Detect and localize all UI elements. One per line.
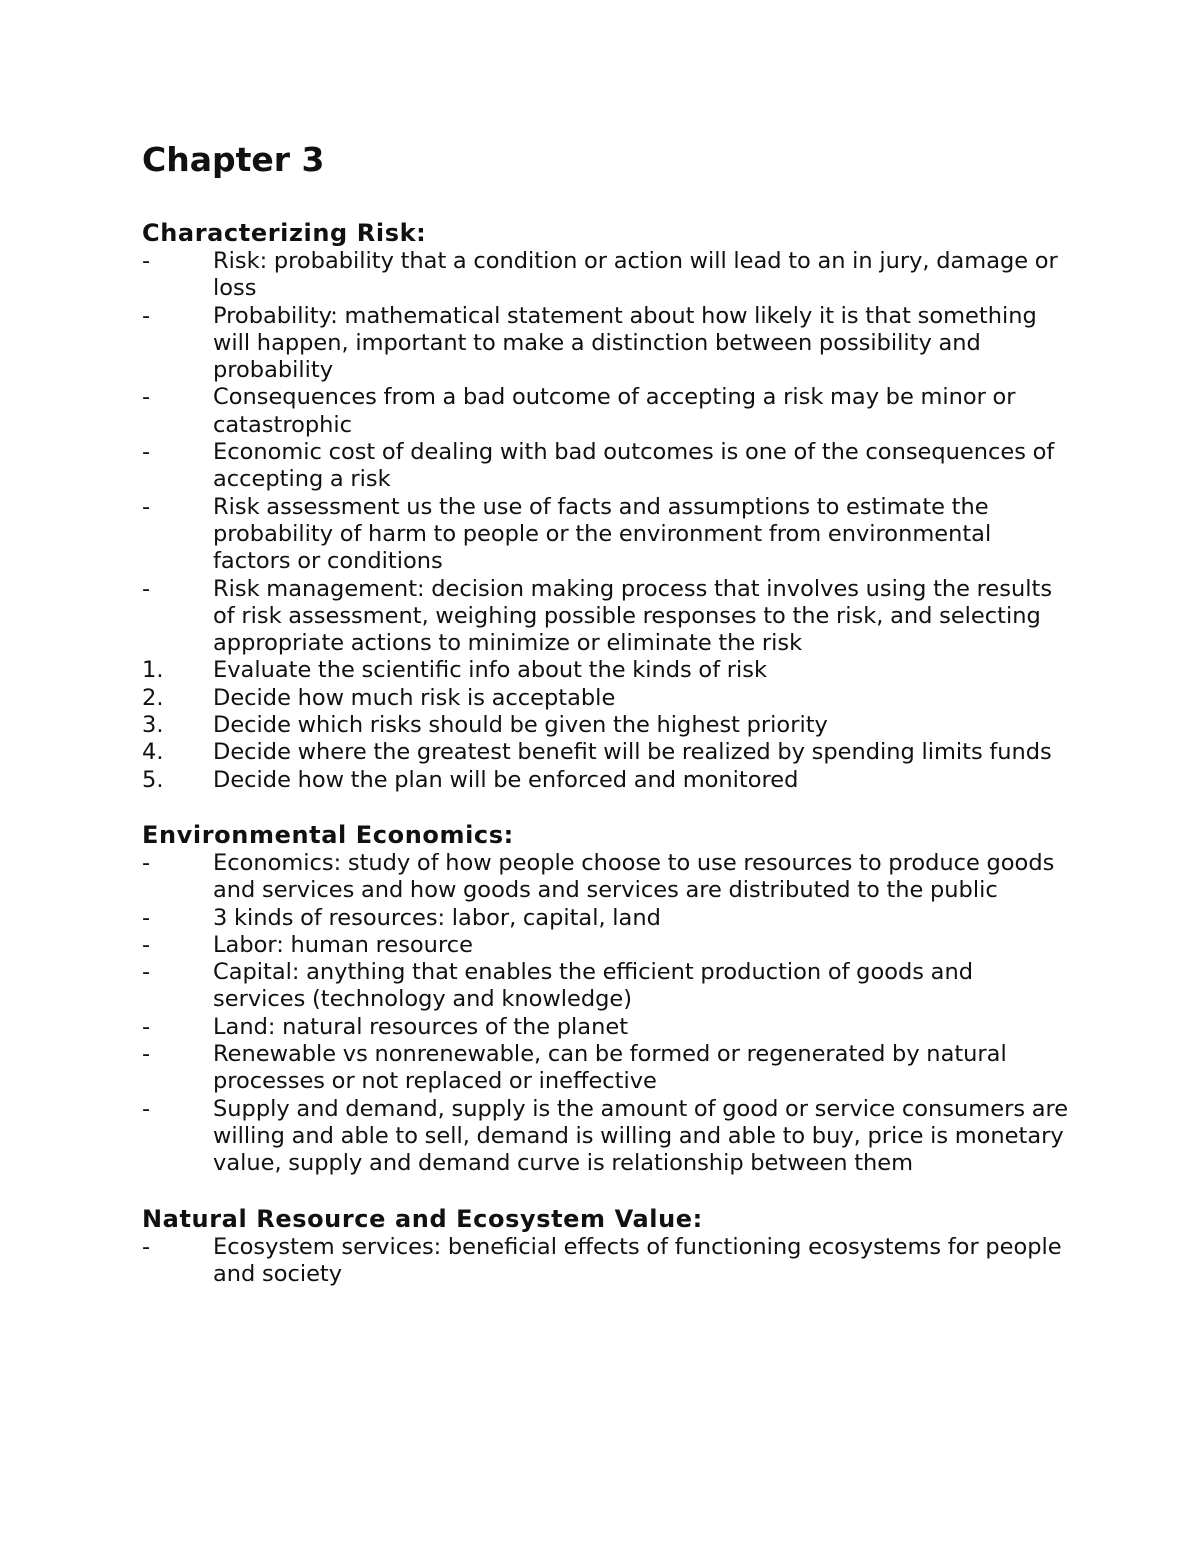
section-characterizing-risk	[142, 218, 1070, 794]
page-title: Chapter 3	[142, 140, 325, 179]
list-item-text: Land: natural resources of the planet	[213, 1013, 629, 1040]
list-marker: -	[142, 493, 151, 520]
list-item	[142, 905, 1070, 932]
list-item-text: Ecosystem services: beneficial effects of functioning ecosystems for people and society	[213, 1233, 1062, 1287]
list-item-text: Decide how the plan will be enforced and monitored	[213, 766, 799, 793]
list-item	[142, 739, 1070, 766]
section-heading: Natural Resource and Ecosystem Value:	[142, 1204, 703, 1233]
list-item-text: Evaluate the scientific info about the kinds of risk	[213, 657, 768, 684]
list-item-text: Decide how much risk is acceptable	[213, 684, 616, 711]
list-item-text: Probability: mathematical statement about how likely it is that something will happen, important to make a distinction between possibility and probability	[213, 302, 1037, 384]
list-marker: -	[142, 439, 151, 466]
list-item	[142, 1041, 1070, 1096]
list-marker: -	[142, 1041, 151, 1068]
list-item-text: Decide where the greatest benefit will be realized by spending limits funds	[213, 739, 1052, 766]
section-environmental-economics	[142, 820, 1070, 1178]
item-list	[142, 1234, 1070, 1289]
list-item-text: Renewable vs nonrenewable, can be formed or regenerated by natural processes or not replaced or ineffective	[213, 1041, 1007, 1095]
list-item	[142, 712, 1070, 739]
section-heading: Characterizing Risk:	[142, 219, 427, 247]
list-item-text: Economic cost of dealing with bad outcomes is one of the consequences of accepting a risk	[213, 439, 1055, 493]
list-item	[142, 932, 1070, 959]
list-marker: 5.	[142, 766, 164, 793]
list-item-text: Labor: human resource	[213, 931, 473, 958]
list-marker: -	[142, 1013, 151, 1040]
list-marker: -	[142, 849, 151, 876]
list-item	[142, 657, 1070, 684]
list-marker: -	[142, 302, 151, 329]
list-item	[142, 685, 1070, 712]
list-item-text: 3 kinds of resources: labor, capital, land	[213, 904, 661, 931]
item-list	[142, 850, 1070, 1178]
list-marker: 1.	[142, 657, 164, 684]
list-marker: -	[142, 248, 151, 274]
list-item-text: Risk management: decision making process that involves using the results of risk assessment, weighing possible responses to the risk, and selecting appropriate actions to minimize or eliminate the risk	[213, 575, 1053, 657]
list-marker: -	[142, 904, 151, 931]
list-marker: 4.	[142, 739, 164, 766]
list-item	[142, 850, 1070, 905]
list-item	[142, 303, 1070, 385]
list-marker: -	[142, 931, 151, 958]
list-marker: -	[142, 959, 151, 986]
list-marker: -	[142, 1095, 151, 1122]
list-item-text: Decide which risks should be given the highest priority	[213, 712, 828, 739]
list-marker: -	[142, 575, 151, 602]
list-item-text: Risk: probability that a condition or action will lead to an in jury, damage or loss	[213, 248, 1058, 302]
list-item	[142, 384, 1070, 439]
section-heading: Environmental Economics:	[142, 820, 514, 849]
list-marker: 3.	[142, 712, 164, 739]
list-marker: -	[142, 1233, 151, 1260]
list-item	[142, 1234, 1070, 1289]
list-item-text: Consequences from a bad outcome of accepting a risk may be minor or catastrophic	[213, 384, 1016, 438]
list-item	[142, 439, 1070, 494]
item-list	[142, 248, 1070, 794]
list-item	[142, 767, 1070, 794]
list-item	[142, 248, 1070, 303]
list-item-text: Capital: anything that enables the efficient production of goods and services (technology and knowledge)	[213, 959, 973, 1013]
list-item	[142, 1014, 1070, 1041]
list-item-text: Economics: study of how people choose to use resources to produce goods and services and how goods and services are distributed to the public	[213, 849, 1055, 904]
list-marker: 2.	[142, 684, 164, 711]
list-item	[142, 959, 1070, 1014]
list-item-text: Supply and demand, supply is the amount of good or service consumers are willing and able to sell, demand is willing and able to buy, price is monetary value, supply and demand curve is relationship between them	[213, 1095, 1069, 1177]
list-item	[142, 494, 1070, 576]
list-item-text: Risk assessment us the use of facts and assumptions to estimate the probability of harm to people or the environment from environmental factors or conditions	[213, 493, 992, 575]
list-item	[142, 1096, 1070, 1178]
list-marker: -	[142, 384, 151, 411]
section-natural-resource-value	[142, 1204, 1070, 1289]
list-item	[142, 576, 1070, 658]
